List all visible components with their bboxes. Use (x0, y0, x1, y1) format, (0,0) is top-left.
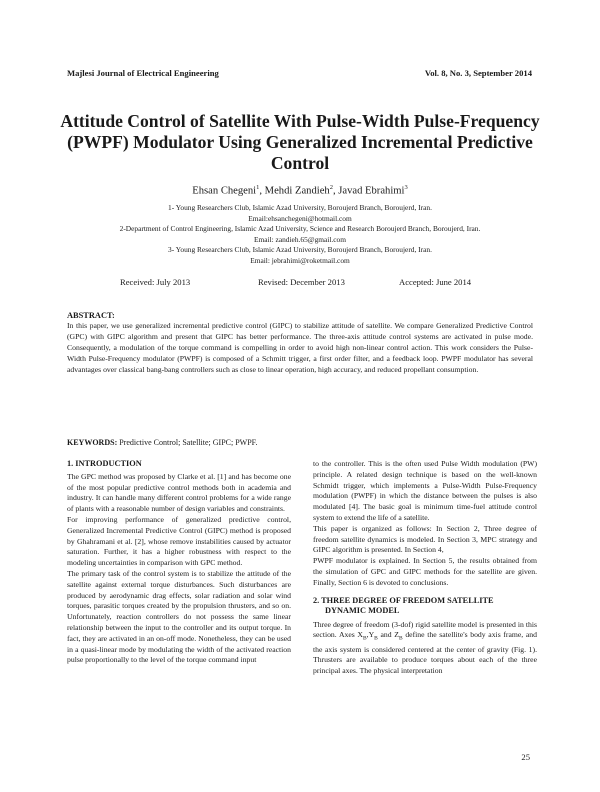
section-heading: 1. INTRODUCTION (67, 459, 142, 468)
abstract-text: In this paper, we use generalized incremental predictive control (GIPC) to stabilize attitude of satellite. We compare Generalized Predictive Control (GPC) with GIPC algorithm and present that GIPC has better performance. The three-axis attitude control systems are activated in pulse mode. Consequently, a modulation of the torque command is compelling in order to avoid high non-linear control action. This work considers the Pulse-Width Pulse-Frequency modulator (PWPF) is composed of a Schmitt trigger, a first order filter, and a feedback loop. PWPF modulator has several advantages over classical bang-bang controllers such as close to linear operation, high accuracy, and reduced propellant consumption. (67, 321, 533, 374)
author-affil-mark: 2 (329, 184, 333, 191)
author-affil-mark: 3 (404, 184, 408, 191)
journal-volume: Vol. 8, No. 3, September 2014 (424, 68, 532, 78)
author-name: Mehdi Zandieh (264, 185, 330, 197)
keywords-label: KEYWORDS: (67, 438, 118, 447)
paper-title: Attitude Control of Satellite With Pulse-Width Pulse-Frequency (PWPF) Modulator Using Generalized Incremental Predictive Control (60, 111, 540, 173)
affiliation-email: Email: zandieh.65@gmail.com (254, 234, 346, 244)
section-heading-line: DYNAMIC MODEL (325, 606, 400, 616)
abstract-heading: ABSTRACT: (67, 311, 115, 320)
paragraph: For improving performance of generalized predictive control, Generalized Incremental Predictive Control (GIPC) method is proposed by Ghahramani et al. [2], whose remove instabilities caused by actuator saturation. Further, it has a higher robustness with respect to the modeling uncertainties in comparison with GPC method. (67, 514, 291, 568)
received-date: Received: July 2013 (120, 277, 191, 287)
keywords-text: Predictive Control; Satellite; GIPC; PWPF. (117, 438, 258, 447)
paragraph: This paper is organized as follows: In Section 2, Three degree of freedom satellite dynamics is modeled. In Section 3, MPC strategy and GIPC algorithm is presented. In Section 4, (313, 523, 537, 555)
affiliation-line: 2-Department of Control Engineering, Islamic Azad University, Science and Research Boroujerd Branch, Boroujerd, Iran. (119, 224, 481, 234)
affiliation-email: Email: jebrahimi@roketmail.com (250, 255, 350, 265)
author-name: Javad Ebrahimi (338, 185, 405, 197)
page-number: 25 (521, 752, 530, 762)
accepted-date: Accepted: June 2014 (399, 277, 472, 287)
keywords (67, 438, 257, 447)
author-name: Ehsan Chegeni (192, 185, 257, 197)
paragraph: The GPC method was proposed by Clarke et al. [1] and has become one of the most popular predictive control methods both in academia and industry. It can handle many different control problems for a wide range of plants with a reasonable number of design variables and constraints. (67, 471, 291, 514)
section-heading-line: 2. THREE DEGREE OF FREEDOM SATELLITE (313, 595, 494, 605)
paragraph: to the controller. This is the often used Pulse Width modulation (PW) principle. A related design technique is based on the well-known Schmidt trigger, which implements a Pulse-Width Pulse-Frequency modulation (PWPF) in which the distance between the pulses is also modulated [4]. The basic goal is minimum time-fuel attitude control system to extend the life of a satellite. (313, 459, 537, 522)
paragraph: The primary task of the control system is to stabilize the attitude of the satellite against external torque disturbances. Such disturbances are produced by aerodynamic drag effects, solar radiation and solar wind torques, parasitic torques created by the propulsion thrusters, and so on. Unfortunately, reaction controllers do not possess the same linear relationship between the input to the controller and its output torque. In fact, they are activated in an on-off mode. Nonetheless, they can be used in a quasi-linear mode by modulating the width of the activated reaction pulse proportionally to the level of the torque command input (67, 568, 291, 665)
affiliation-line: 1- Young Researchers Club, Islamic Azad University, Boroujerd Branch, Boroujerd, Iran. (168, 203, 432, 212)
author-affil-mark: 1 (256, 184, 260, 191)
right-column (313, 459, 537, 677)
paragraph: PWPF modulator is explained. In Section 5, the results obtained from the simulation of GPC and GIPC methods for the satellite are given. Finally, Section 6 is devoted to conclusions. (313, 556, 537, 587)
affiliations (40, 203, 560, 267)
affiliation-email: Email:ehsanchegeni@hotmail.com (248, 213, 352, 223)
affiliation-line: 3- Young Researchers Club, Islamic Azad University, Boroujerd Branch, Boroujerd, Iran. (168, 245, 432, 255)
revised-date: Revised: December 2013 (258, 277, 345, 287)
left-column (67, 459, 291, 666)
author-list: Ehsan Chegeni$^1$, Mehdi Zandieh$^2$, Javad Ebrahimi$^3$ (192, 184, 408, 197)
journal-name: Majlesi Journal of Electrical Engineering (67, 68, 219, 78)
section-heading (313, 596, 537, 617)
paragraph: Three degree of freedom (3-dof) rigid satellite model is presented in this section. Axes $X_B,Y_B$ and $Z_B$ define the satellite's body axis frame, and the axis system is considered centered at the center of gravity (Fig. 1). Thrusters are available to produce torques about each of the three principal axes. The physical interpretation (313, 619, 537, 676)
